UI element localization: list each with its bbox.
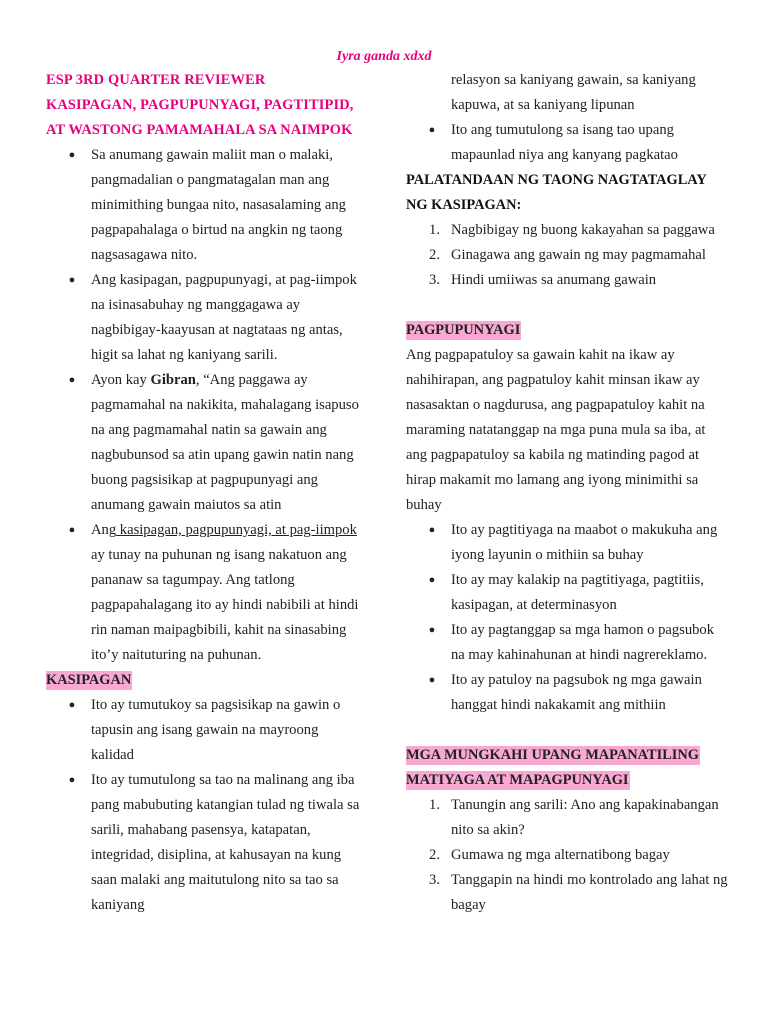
mungkahi-heading-line-1: MGA MUNGKAHI UPANG MAPANATILING <box>406 747 699 763</box>
kasipagan-heading <box>46 668 364 693</box>
bullet-icon: ● <box>68 149 76 161</box>
left-column <box>46 68 364 918</box>
mungkahi-list <box>406 793 730 918</box>
intro-bullet-list <box>46 143 364 668</box>
palatandaan-item-1-text: Nagbibigay ng buong kakayahan sa paggawa <box>451 222 715 238</box>
pagpupunyagi-bullet-3-text: Ito ay pagtanggap sa mga hamon o pagsubok na may kahinahunan at hindi nagrereklamo. <box>451 622 715 663</box>
bullet-icon: ● <box>428 574 436 586</box>
kasipagan-bullet-1-text: Ito ay tumutukoy sa pagsisikap na gawin o tapusin ang isang gawain na mayroong kalidad <box>91 697 341 763</box>
bullet-icon: ● <box>428 524 436 536</box>
list-item <box>406 618 730 668</box>
pagpupunyagi-bullet-4-text: Ito ay patuloy na pagsubok ng mga gawain hanggat hindi nakakamit ang mithiin <box>451 672 702 713</box>
kasipagan-bullet-3-text: Ito ang tumutulong sa isang tao upang mapaunlad niya ang kanyang pagkatao <box>451 122 678 163</box>
mungkahi-heading <box>406 743 730 793</box>
mungkahi-item-3-text: Tanggapin na hindi mo kontrolado ang lahat ng bagay <box>451 872 728 913</box>
list-number: 2. <box>429 247 440 263</box>
mungkahi-item-1-text: Tanungin ang sarili: Ano ang kapakinabangan nito sa akin? <box>451 797 719 838</box>
bullet-icon: ● <box>428 624 436 636</box>
list-item <box>46 368 364 518</box>
list-item <box>46 693 364 768</box>
list-number: 3. <box>429 872 440 888</box>
intro-bullet-4-underlined: kasipagan, pagpupunyagi, at pag-iimpok <box>116 522 357 538</box>
palatandaan-item-2-text: Ginagawa ang gawain ng may pagmamahal <box>451 247 706 263</box>
list-item <box>406 518 730 568</box>
list-item <box>406 843 730 868</box>
list-number: 2. <box>429 847 440 863</box>
bullet-icon: ● <box>68 774 76 786</box>
bullet-icon: ● <box>428 124 436 136</box>
palatandaan-heading <box>406 168 730 218</box>
mungkahi-item-2-text: Gumawa ng mga alternatibong bagay <box>451 847 670 863</box>
list-item <box>46 768 364 918</box>
kasipagan-heading-text: KASIPAGAN <box>46 672 132 688</box>
pagpupunyagi-bullet-1-text: Ito ay pagtitiyaga na maabot o makukuha ang iyong layunin o mithiin sa buhay <box>451 522 718 563</box>
list-item <box>46 268 364 368</box>
pagpupunyagi-bullet-list <box>406 518 730 718</box>
list-item <box>406 243 730 268</box>
list-number: 1. <box>429 797 440 813</box>
kasipagan-bullet-2-text: Ito ay tumutulong sa tao na malinang ang iba pang mabubuting katangian tulad ng tiwala sa sarili, mahabang pasensya, katapatan, integridad, disiplina, at kahusayan na kung saan malaki ang maitutulong nito sa tao sa kaniyang <box>91 772 360 913</box>
palatandaan-item-3-text: Hindi umiiwas sa anumang gawain <box>451 272 657 288</box>
list-item <box>406 668 730 718</box>
bullet-icon: ● <box>68 524 76 536</box>
list-item <box>406 118 730 168</box>
list-item <box>406 868 730 918</box>
kasipagan-bullet-list <box>46 693 364 918</box>
pagpupunyagi-paragraph: Ang pagpapatuloy sa gawain kahit na ikaw ay nahihirapan, ang pagpatuloy kahit minsan ikaw ay nasasaktan o nagdurusa, ang pagpapatuloy kahit na maraming natatanggap na mga puna mula sa iba, at ang pagpapatuloy sa kabila ng matinding pagod at hirap makamit mo lamang ang iyong minimithi sa buhay <box>406 347 706 513</box>
document-title-line-2: KASIPAGAN, PAGPUPUNYAGI, PAGTITIPID, <box>46 97 354 113</box>
intro-bullet-2-text: Ang kasipagan, pagpupunyagi, at pag-iimpok na isinasabuhay ng manggagawa ay nagbibigay-kaayusan at nagtataas ng antas, higit sa lahat ng kaniyang sarili. <box>91 272 357 363</box>
palatandaan-list <box>406 218 730 293</box>
bullet-icon: ● <box>68 699 76 711</box>
list-number: 3. <box>429 272 440 288</box>
list-item <box>406 268 730 293</box>
bullet-icon: ● <box>68 374 76 386</box>
spacer <box>406 293 730 318</box>
intro-bullet-3-text: , “Ang paggawa ay pagmamahal na nakikita, mahalagang isapuso na ang pagmamahal natin sa gawain ang nagbubunsod sa atin upang gawin natin nang buong pagsisikap at pagpupunyagi ang anumang gawain maiutos sa atin <box>91 372 359 513</box>
pagpupunyagi-bullet-2-text: Ito ay may kalakip na pagtitiyaga, pagtitiis, kasipagan, at determinasyon <box>451 572 704 613</box>
spacer <box>406 718 730 743</box>
bullet-icon: ● <box>428 674 436 686</box>
list-item <box>406 218 730 243</box>
pagpupunyagi-heading <box>406 318 730 343</box>
gibran-name: Gibran <box>150 372 196 388</box>
list-item <box>406 568 730 618</box>
pagpupunyagi-heading-text: PAGPUPUNYAGI <box>406 322 521 338</box>
right-column <box>406 68 730 918</box>
bullet-icon: ● <box>68 274 76 286</box>
list-item <box>46 143 364 268</box>
document-title-line-3: AT WASTONG PAMAMAHALA SA NAIMPOK <box>46 122 353 138</box>
document-title-line-1: ESP 3RD QUARTER REVIEWER <box>46 72 266 88</box>
mungkahi-heading-line-2: MATIYAGA AT MAPAGPUNYAGI <box>406 772 629 788</box>
list-number: 1. <box>429 222 440 238</box>
page-header-author: Iyra ganda xdxd <box>336 49 432 64</box>
list-item <box>406 793 730 843</box>
list-item <box>46 518 364 668</box>
intro-bullet-3-prefix: Ayon kay <box>91 372 151 388</box>
kasipagan-bullet-list-continued <box>406 118 730 168</box>
palatandaan-heading-text: PALATANDAAN NG TAONG NAGTATAGLAY NG KASIPAGAN: <box>406 172 707 213</box>
intro-bullet-1-text: Sa anumang gawain maliit man o malaki, pangmadalian o pangmatagalan man ang minimithing bungaa nito, nasasalaming ang pagpapahalaga o birtud na angkin ng taong nagsasagawa nito. <box>91 147 346 263</box>
kasipagan-bullet-2-continuation: relasyon sa kaniyang gawain, sa kaniyang kapuwa, at sa kaniyang lipunan <box>451 72 696 113</box>
intro-bullet-4-text: ay tunay na puhunan ng isang nakatuon ang pananaw sa tagumpay. Ang tatlong pagpapahalagang ito ay hindi nabibili at hindi rin naman maipagbibili, kahit na sinasabing ito’y naituturing na puhunan. <box>91 547 359 663</box>
intro-bullet-4-prefix: Ang <box>91 522 117 538</box>
